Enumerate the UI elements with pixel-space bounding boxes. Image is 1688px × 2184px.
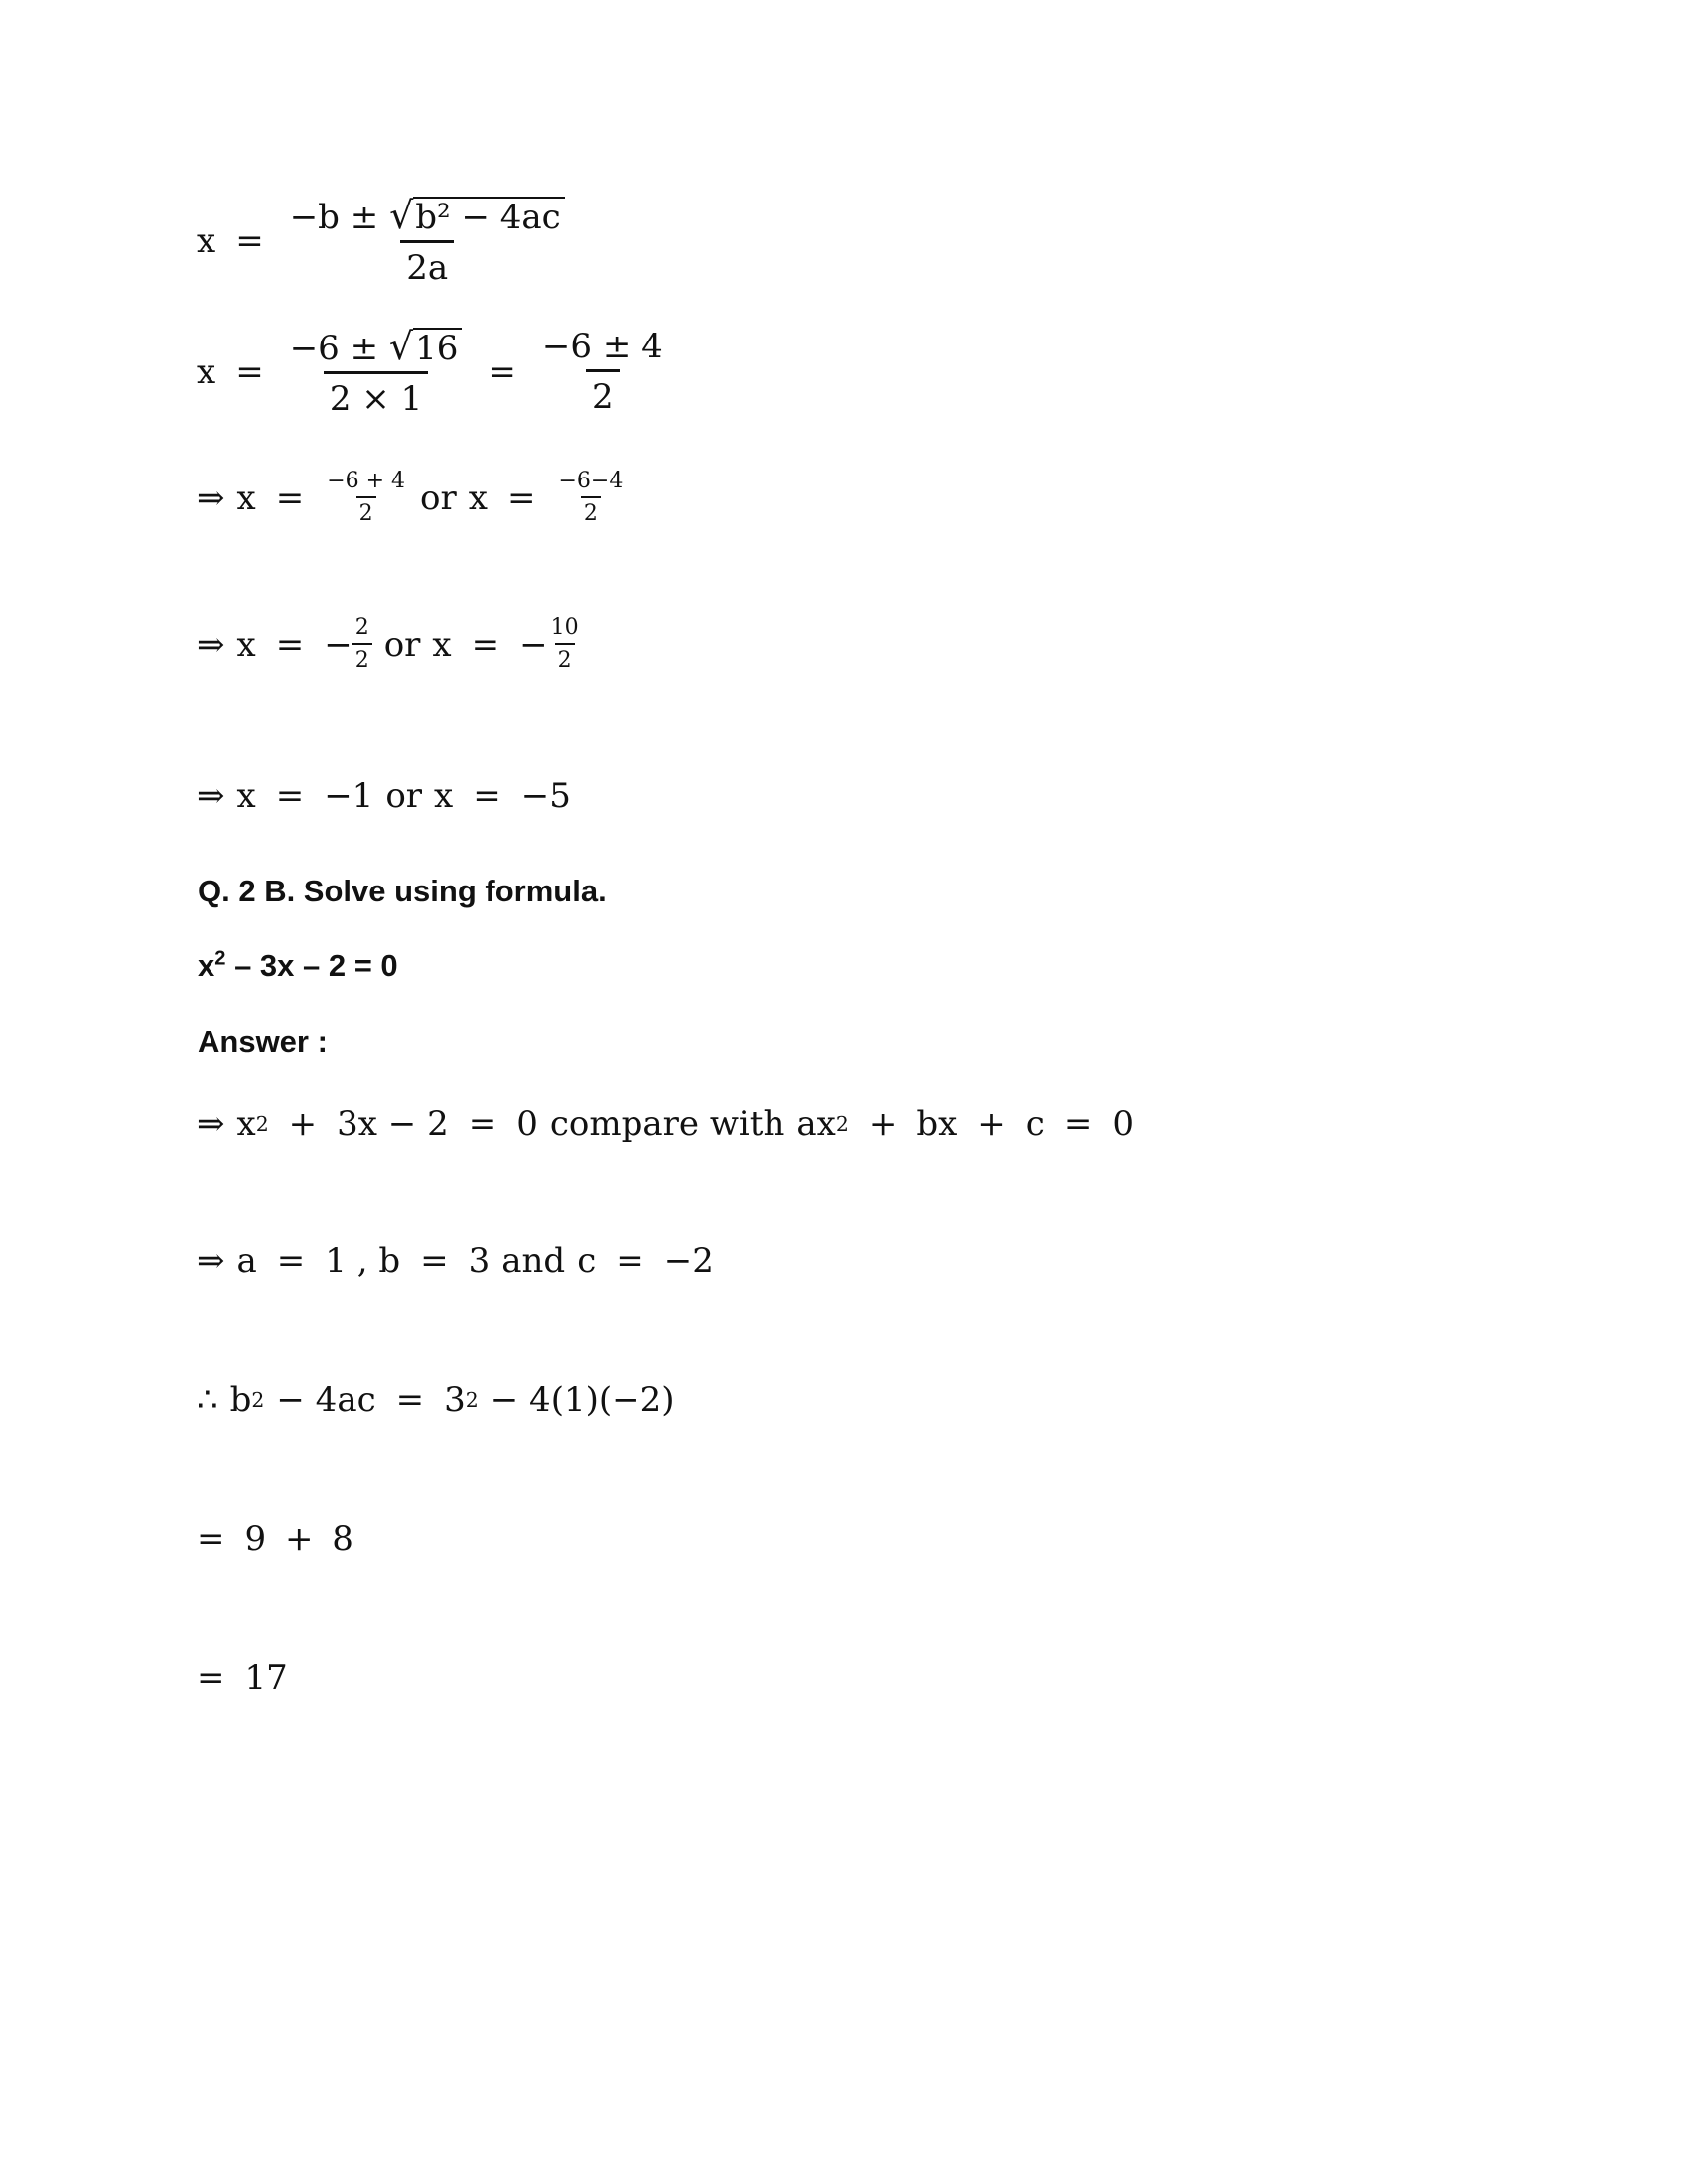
fraction-b	[548, 617, 582, 672]
term-c: c	[1025, 1104, 1045, 1144]
minus-b: −b ±	[289, 198, 379, 237]
eq-rest: – 3x – 2 = 0	[225, 948, 398, 983]
equals-sign: =	[1063, 1104, 1093, 1144]
equals-sign: =	[235, 351, 264, 392]
equals-sign: =	[420, 1241, 449, 1281]
numerator-plus: −6 + 4	[327, 469, 406, 493]
plus-sign: +	[977, 1104, 1006, 1144]
base-three: 3	[444, 1380, 466, 1420]
fraction-2	[536, 327, 669, 417]
final-value: 17	[244, 1658, 288, 1698]
value-b: 3	[468, 1241, 491, 1281]
denominator-b: 2	[555, 643, 575, 672]
fraction-plus	[324, 471, 408, 525]
var-x: x	[197, 220, 216, 261]
sqrt-icon: √	[389, 194, 414, 237]
var-x: x	[468, 478, 488, 518]
var-x: x	[434, 776, 454, 816]
eq-base: x	[198, 948, 215, 983]
sqrt-radical	[388, 325, 462, 368]
radicand: 16	[413, 328, 462, 365]
equals-sign: =	[616, 1241, 644, 1281]
var-c: c	[577, 1241, 597, 1281]
numerator-a: 2	[354, 615, 369, 640]
equals-sign: =	[506, 478, 536, 518]
zero: 0	[1112, 1104, 1134, 1144]
answer-label: Answer :	[198, 1024, 328, 1059]
term: 3x − 2	[337, 1104, 449, 1144]
equals-sign: =	[471, 624, 500, 665]
equals-sign: =	[275, 478, 305, 518]
equals-sign: =	[395, 1380, 425, 1420]
term: − 4(1)(−2)	[490, 1380, 675, 1420]
radicand: b² − 4ac	[413, 197, 564, 234]
substitution-step	[197, 325, 669, 419]
result-step	[197, 776, 571, 816]
zero: 0	[516, 1104, 538, 1144]
fraction-step	[197, 617, 582, 672]
or-word: or	[383, 624, 421, 665]
denominator-2: 2	[586, 369, 620, 414]
or-word: or	[385, 776, 423, 816]
term: − 4ac	[276, 1380, 376, 1420]
var-x: x	[236, 776, 256, 816]
term-ax: ax	[796, 1104, 836, 1144]
therefore-icon: ∴	[197, 1380, 218, 1420]
denominator-1: 2 × 1	[324, 371, 428, 416]
eq-exponent: 2	[214, 947, 226, 970]
fraction-a	[352, 617, 372, 672]
answer-line-4	[197, 1519, 353, 1559]
var-x: x	[236, 1104, 256, 1144]
value-a-b: 1 , b	[325, 1241, 401, 1281]
equals-sign: =	[275, 776, 305, 816]
minus-six-pm: −6 ±	[289, 329, 379, 368]
or-word: or	[420, 478, 457, 518]
numerator-2: −6 ± 4	[541, 327, 663, 366]
numerator-minus: −6−4	[558, 469, 624, 493]
answer-line-1: ⇒ x 2 + 3x − 2 = 0 compare with ax 2 + bx + c = 0	[197, 1104, 1134, 1144]
denominator-a: 2	[352, 643, 372, 672]
equals-sign: =	[197, 1519, 225, 1559]
value-2: −5	[520, 776, 571, 816]
equals-sign: =	[197, 1658, 225, 1698]
numerator-b: 10	[550, 615, 579, 640]
equals-sign: =	[473, 776, 501, 816]
plus-sign: +	[288, 1104, 318, 1144]
formula-numerator	[284, 194, 571, 240]
sum-expression: 9 + 8	[244, 1519, 353, 1559]
equals-sign: =	[276, 1241, 306, 1281]
answer-line-5	[197, 1658, 288, 1698]
value-1: −1	[324, 776, 374, 816]
var-b: b	[229, 1380, 252, 1420]
split-step	[197, 471, 626, 525]
question-heading: Q. 2 B. Solve using formula.	[198, 874, 607, 908]
var-x: x	[432, 624, 452, 665]
minus-sign: −	[324, 624, 352, 665]
minus-sign: −	[519, 624, 548, 665]
equals-sign: =	[275, 624, 305, 665]
formula-fraction	[284, 194, 571, 288]
sqrt-icon: √	[388, 325, 414, 368]
equals-sign: =	[488, 351, 516, 392]
implies-icon: ⇒	[197, 1241, 225, 1281]
sqrt-radical	[389, 194, 565, 237]
equals-sign: =	[235, 220, 264, 261]
answer-line-3: ∴ b 2 − 4ac = 3 2 − 4(1)(−2)	[197, 1380, 675, 1420]
implies-icon: ⇒	[197, 776, 225, 816]
fraction-1	[284, 325, 469, 419]
term-bx: bx	[916, 1104, 958, 1144]
implies-icon: ⇒	[197, 478, 225, 518]
compare-text: compare with	[549, 1104, 785, 1144]
var-x: x	[236, 624, 256, 665]
quadratic-formula	[197, 194, 571, 288]
formula-denominator: 2a	[400, 240, 454, 285]
plus-sign: +	[868, 1104, 898, 1144]
denominator-plus: 2	[356, 496, 376, 525]
fraction-minus	[555, 471, 626, 525]
var-x: x	[197, 351, 216, 392]
numerator-1	[284, 325, 469, 371]
question-equation	[198, 948, 398, 984]
value-c: −2	[663, 1241, 714, 1281]
answer-line-2	[197, 1241, 714, 1281]
and-word: and	[501, 1241, 566, 1281]
var-x: x	[236, 478, 256, 518]
equals-sign: =	[468, 1104, 497, 1144]
implies-icon: ⇒	[197, 1104, 225, 1144]
denominator-minus: 2	[581, 496, 601, 525]
var-a: a	[236, 1241, 257, 1281]
implies-icon: ⇒	[197, 624, 225, 665]
